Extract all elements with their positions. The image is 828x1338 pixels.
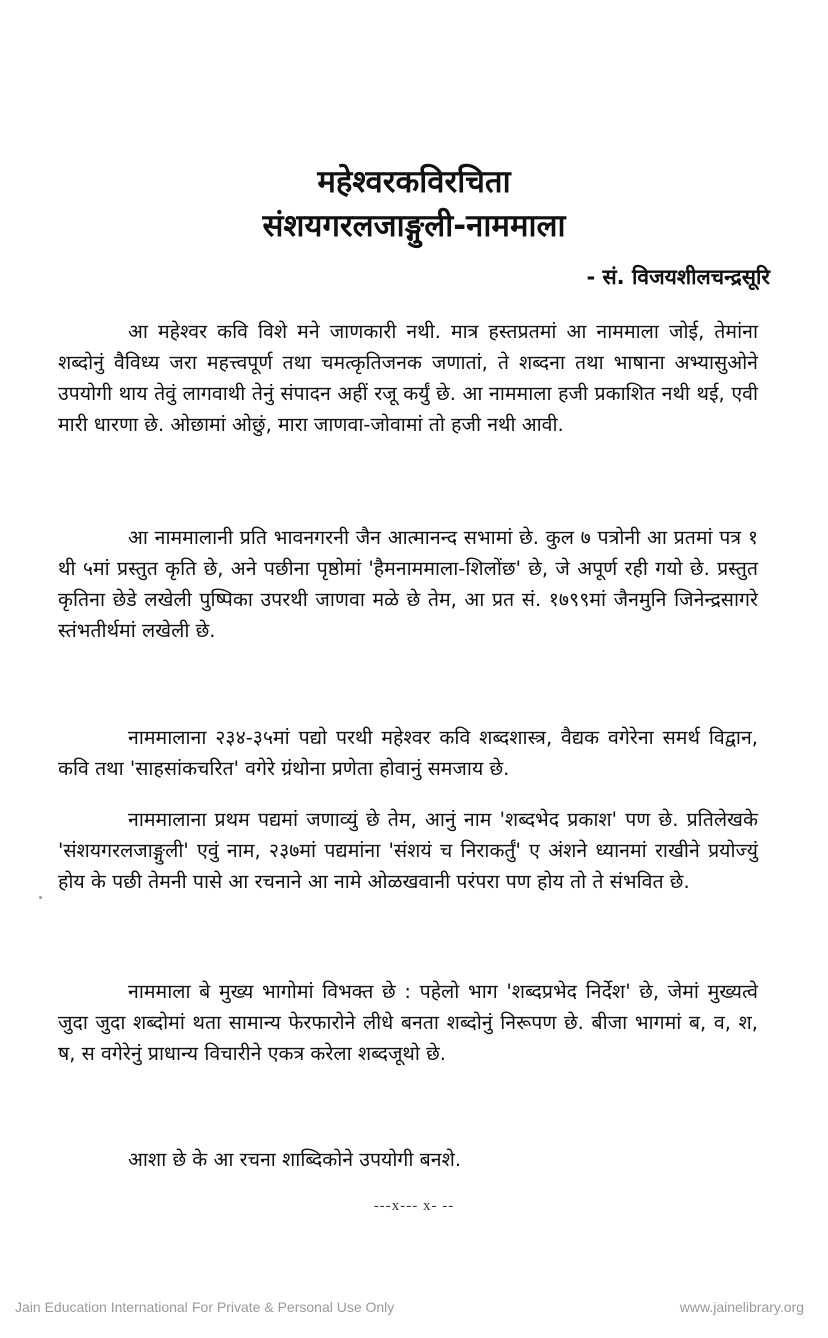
section-separator: ---x--- x- --: [373, 1198, 455, 1214]
paragraph-3: [58, 722, 758, 784]
paragraph-text: आ नाममालानी प्रति भावनगरनी जैन आत्मानन्द सभामां छे. कुल ७ पत्रोनी आ प्रतमां पत्र १ थी ५मां प्रस्तुत कृति छे, अने पछीना पृष्ठोमां 'हैमनाममाला-शिलोंछ' छे, जे अपूर्ण रही गयो छे. प्रस्तुत कृतिना छेडे लखेली पुष्पिका उपरथी जाणवा मळे छे तेम, आ प्रत सं. १७९९मां जैनमुनि जिनेन्द्रसागरे स्तंभतीर्थमां लखेली छे.: [58, 526, 758, 642]
paragraph-1: [58, 316, 758, 440]
paragraph-2: [58, 522, 758, 646]
footer-publisher: Jain Education International: [15, 1299, 188, 1315]
paragraph-text: नाममालाना प्रथम पद्यमां जणाव्युं छे तेम, आनुं नाम 'शब्दभेद प्रकाश' पण छे. प्रतिलेखके 'संशयगरलजाङ्गुली' एवुं नाम, २३७मां पद्यमांना 'संशयं च निराकर्तुं' ए अंशने ध्यानमां राखीने प्रयोज्युं होय के पछी तेमनी पासे आ रचनाने आ नामे ओळखवानी परंपरा पण होय तो ते संभवित छे.: [58, 808, 758, 893]
document-subtitle: संशयगरलजाङ्गुली-नाममाला: [262, 208, 566, 244]
paragraph-6: [58, 1144, 758, 1175]
footer-usage-note: For Private & Personal Use Only: [192, 1299, 395, 1315]
paragraph-5: [58, 976, 758, 1069]
paragraph-text: आ महेश्वर कवि विशे मने जाणकारी नथी. मात्र हस्तप्रतमां आ नाममाला जोई, तेमांना शब्दोनुं वैविध्य जरा महत्त्वपूर्ण तथा चमत्कृतिजनक जणातां, ते शब्दना तथा भाषाना अभ्यासुओने उपयोगी थाय तेवुं लागवाथी तेनुं संपादन अहीं रजू कर्युं छे. आ नाममाला हजी प्रकाशित नथी थई, एवी मारी धारणा छे. ओछामां ओछुं, मारा जाणवा-जोवामां तो हजी नथी आवी.: [58, 320, 758, 436]
document-title: महेश्वरकविरचिता: [317, 164, 511, 200]
paragraph-4: [58, 804, 758, 897]
paragraph-text: आशा छे के आ रचना शाब्दिकोने उपयोगी बनशे.: [128, 1148, 462, 1171]
editor-credit: - सं. विजयशीलचन्द्रसूरि: [586, 265, 770, 289]
paragraph-text: नाममाला बे मुख्य भागोमां विभक्त छे : पहेलो भाग 'शब्दप्रभेद निर्देश' छे, जेमां मुख्यत्वे जुदा जुदा शब्दोमां थता सामान्य फेरफारोने लीधे बनता शब्दोनुं निरूपण छे. बीजा भागमां ब, व, श, ष, स वगेरेनुं प्राधान्य विचारीने एकत्र करेला शब्दजूथो छे.: [58, 980, 758, 1065]
paragraph-text: नाममालाना २३४-३५मां पद्यो परथी महेश्वर कवि शब्दशास्त्र, वैद्यक वगेरेना समर्थ विद्वान, कवि तथा 'साहसांकचरित' वगेरे ग्रंथोना प्रणेता होवानुं समजाय छे.: [58, 726, 758, 780]
margin-mark: [39, 896, 42, 899]
footer-website-link[interactable]: www.jainelibrary.org: [679, 1299, 804, 1315]
